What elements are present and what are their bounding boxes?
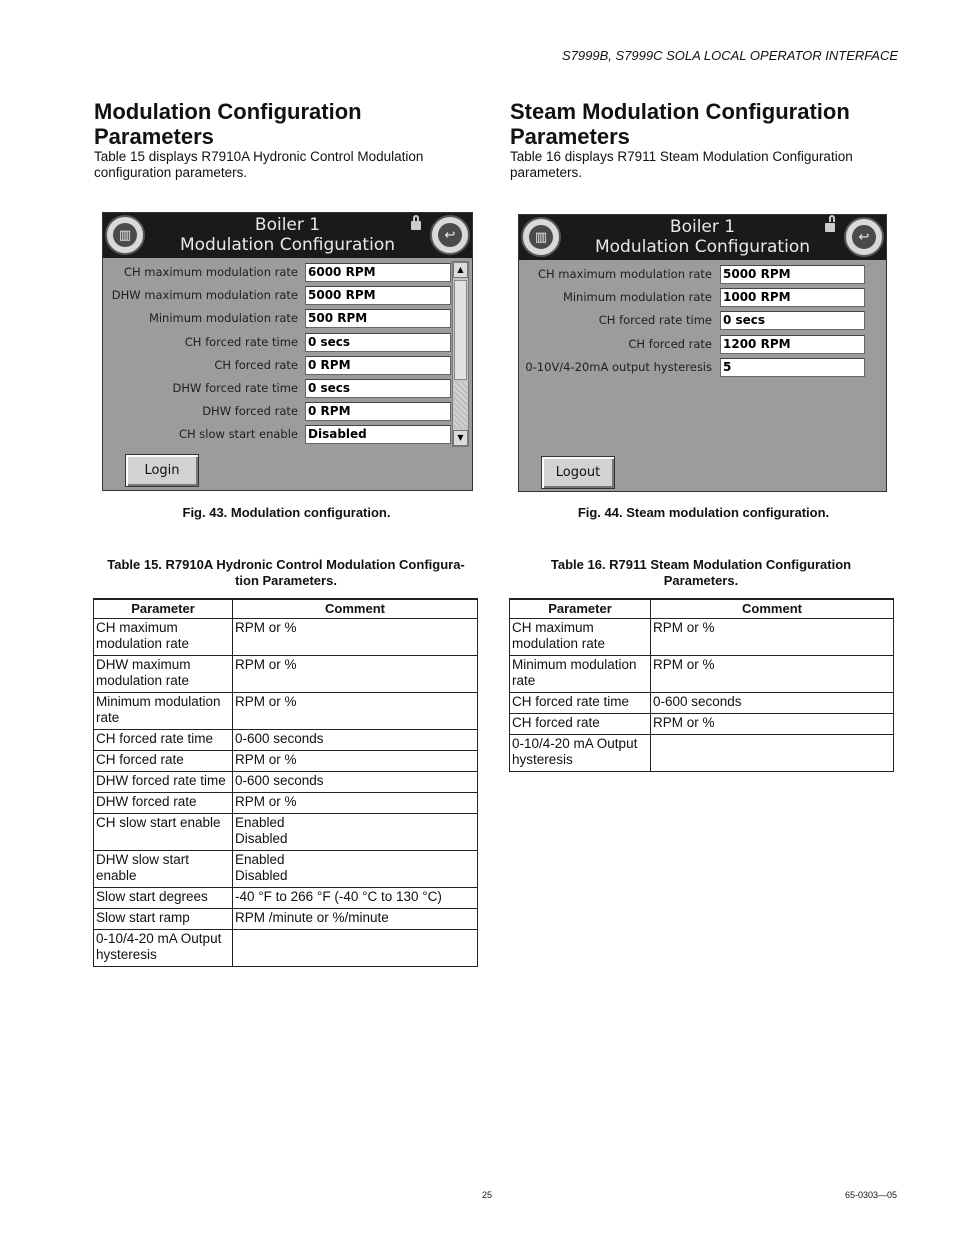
table-header-comment: Comment	[651, 599, 894, 619]
parameter-cell	[94, 909, 233, 930]
table15-title-line2: tion Parameters.	[235, 573, 337, 588]
parameter-cell	[94, 814, 233, 851]
field-label: CH slow start enable	[178, 427, 298, 442]
field-value-input[interactable]: 0 RPM	[305, 356, 451, 375]
cell-text: RPM or %	[235, 620, 297, 635]
field-value-input[interactable]: 0 secs	[720, 311, 865, 330]
cell-text: CH slow start enable	[96, 815, 221, 830]
table-row	[94, 656, 478, 693]
left-section	[94, 99, 479, 181]
cell-text: RPM or %	[235, 694, 297, 709]
table-row	[94, 851, 478, 888]
parameter-cell	[94, 930, 233, 967]
comment-cell	[233, 909, 478, 930]
right-intro-line2: parameters.	[510, 165, 583, 180]
table-row	[510, 619, 894, 656]
home-button[interactable]	[521, 217, 561, 257]
right-section	[510, 99, 895, 181]
back-button[interactable]	[430, 215, 470, 255]
left-intro-line1: Table 15 displays R7910A Hydronic Control Modulation	[94, 149, 424, 164]
comment-cell	[651, 714, 894, 735]
cell-text: 0-600 seconds	[235, 731, 324, 746]
screen-title-line1: Boiler 1	[254, 215, 321, 235]
field-value-input[interactable]: 0 RPM	[305, 402, 451, 421]
cell-text: -40 °F to 266 °F (-40 °C to 130 °C)	[235, 889, 442, 904]
home-button[interactable]	[105, 215, 145, 255]
table-row	[510, 693, 894, 714]
parameter-cell	[510, 656, 651, 693]
field-label: CH forced rate time	[598, 313, 712, 328]
cell-text: Disabled	[235, 831, 288, 846]
field-value-input[interactable]: 5000 RPM	[720, 265, 865, 284]
cell-text: Slow start degrees	[96, 889, 208, 904]
table16-title-line1: Table 16. R7911 Steam Modulation Configuration	[550, 557, 852, 572]
cell-text: 0-600 seconds	[235, 773, 324, 788]
left-intro	[94, 149, 479, 181]
comment-cell	[651, 656, 894, 693]
parameter-cell	[510, 714, 651, 735]
field-label: 0-10V/4-20mA output hysteresis	[525, 359, 712, 374]
cell-text: Minimum modulation	[96, 694, 221, 709]
cell-text: modulation rate	[96, 636, 190, 651]
parameter-cell	[510, 619, 651, 656]
cell-text: Minimum modulation	[512, 657, 637, 672]
comment-cell	[651, 735, 894, 772]
cell-text: modulation rate	[512, 636, 606, 651]
field-label: Minimum modulation rate	[148, 311, 298, 326]
cell-text: modulation rate	[96, 673, 190, 688]
table16-title	[508, 557, 894, 589]
table-row	[510, 656, 894, 693]
table-row	[94, 772, 478, 793]
scroll-up-arrow-icon[interactable]: ▲	[453, 262, 468, 278]
field-value-input[interactable]: 6000 RPM	[305, 263, 451, 282]
cell-text: Slow start ramp	[96, 910, 190, 925]
comment-cell	[233, 888, 478, 909]
table-row	[94, 730, 478, 751]
table-row	[510, 735, 894, 772]
comment-cell	[233, 619, 478, 656]
fig43-caption: Fig. 43. Modulation configuration.	[182, 505, 391, 520]
right-heading	[510, 99, 895, 149]
cell-text: DHW forced rate time	[96, 773, 226, 788]
page-number: 25	[481, 1190, 492, 1200]
cell-text: Enabled	[235, 815, 285, 830]
lock-icon[interactable]	[411, 215, 421, 231]
table15	[93, 598, 478, 967]
table16	[509, 598, 894, 772]
cell-text: CH forced rate time	[512, 694, 630, 709]
field-value-input[interactable]: Disabled	[305, 425, 451, 444]
back-arrow-icon: ↩	[852, 225, 876, 249]
cell-text: rate	[512, 673, 536, 688]
table-row	[94, 814, 478, 851]
table-row	[94, 619, 478, 656]
right-heading-line1: Steam Modulation Configuration	[510, 99, 850, 124]
cell-text: 0-10/4-20 mA Output	[96, 931, 222, 946]
cell-text: hysteresis	[512, 752, 573, 767]
right-intro	[510, 149, 895, 181]
steam-modulation-config-screen	[518, 214, 887, 492]
comment-cell	[233, 730, 478, 751]
field-value-input[interactable]: 500 RPM	[305, 309, 451, 328]
back-arrow-icon: ↩	[438, 223, 462, 247]
comment-cell	[233, 793, 478, 814]
cell-text: RPM or %	[653, 657, 715, 672]
cell-text: CH maximum	[512, 620, 594, 635]
scroll-down-arrow-icon[interactable]: ▼	[453, 430, 468, 446]
parameter-cell	[94, 656, 233, 693]
cell-text: enable	[96, 868, 137, 883]
cell-text: CH forced rate	[512, 715, 600, 730]
parameter-cell	[94, 751, 233, 772]
field-value-input[interactable]: 1000 RPM	[720, 288, 865, 307]
table-row	[94, 793, 478, 814]
table-header-parameter: Parameter	[94, 599, 233, 619]
field-label: CH forced rate time	[184, 334, 298, 349]
cell-text: 0-600 seconds	[653, 694, 742, 709]
field-label: CH forced rate	[214, 357, 298, 372]
unlock-icon[interactable]	[825, 217, 835, 233]
cell-text: rate	[96, 710, 120, 725]
field-value-input[interactable]: 0 secs	[305, 379, 451, 398]
parameter-cell	[510, 735, 651, 772]
scroll-thumb[interactable]	[454, 280, 467, 380]
comment-cell	[233, 656, 478, 693]
table-row	[94, 909, 478, 930]
left-heading	[94, 99, 479, 149]
cell-text: RPM or %	[653, 620, 715, 635]
table-row	[94, 693, 478, 730]
cell-text: CH forced rate time	[96, 731, 214, 746]
scroll-track[interactable]	[454, 382, 467, 427]
table16-title-line2: Parameters.	[663, 573, 739, 588]
logout-button[interactable]: Logout	[541, 456, 615, 489]
field-value-input[interactable]: 5000 RPM	[305, 286, 451, 305]
table15-title	[92, 557, 480, 589]
screen-title	[563, 217, 842, 257]
cell-text: RPM or %	[235, 657, 297, 672]
cell-text: CH forced rate	[96, 752, 184, 767]
table-row	[94, 888, 478, 909]
table-row	[510, 714, 894, 735]
cell-text: RPM or %	[653, 715, 715, 730]
left-heading-line1: Modulation Configuration	[94, 99, 362, 124]
comment-cell	[651, 619, 894, 656]
comment-cell	[233, 851, 478, 888]
home-icon: ▥	[529, 225, 553, 249]
field-label: DHW maximum modulation rate	[111, 288, 298, 303]
running-header: S7999B, S7999C SOLA LOCAL OPERATOR INTERFACE	[562, 48, 898, 63]
parameter-cell	[94, 888, 233, 909]
field-label: CH maximum modulation rate	[537, 267, 712, 281]
parameter-cell	[94, 693, 233, 730]
right-intro-line1: Table 16 displays R7911 Steam Modulation Configuration	[510, 149, 853, 164]
screen-title-line1: Boiler 1	[669, 217, 736, 237]
cell-text: Enabled	[235, 852, 285, 867]
field-label: CH forced rate	[628, 336, 712, 351]
table15-title-line1: Table 15. R7910A Hydronic Control Modulation Configura-	[107, 557, 465, 572]
cell-text: RPM or %	[235, 752, 297, 767]
parameter-cell	[94, 772, 233, 793]
right-heading-line2: Parameters	[510, 124, 630, 149]
field-label: CH maximum modulation rate	[123, 265, 298, 279]
field-label: DHW forced rate	[202, 404, 298, 419]
comment-cell	[233, 693, 478, 730]
table-row	[94, 930, 478, 967]
cell-text: CH maximum	[96, 620, 178, 635]
document-number: 65-0303—05	[844, 1190, 897, 1200]
cell-text: DHW slow start	[96, 852, 190, 867]
cell-text: RPM /minute or %/minute	[235, 910, 389, 925]
field-label: Minimum modulation rate	[562, 290, 712, 305]
scrollbar[interactable]	[452, 261, 469, 447]
table-header-comment: Comment	[233, 599, 478, 619]
cell-text: RPM or %	[235, 794, 297, 809]
cell-text: 0-10/4-20 mA Output	[512, 736, 638, 751]
table-header-parameter: Parameter	[510, 599, 651, 619]
comment-cell	[233, 751, 478, 772]
comment-cell	[233, 814, 478, 851]
parameter-cell	[94, 793, 233, 814]
parameter-cell	[510, 693, 651, 714]
screen-title-line2: Modulation Configuration	[179, 235, 396, 255]
parameter-cell	[94, 730, 233, 751]
field-label: DHW forced rate time	[172, 381, 298, 395]
fig44-caption: Fig. 44. Steam modulation configuration.	[577, 505, 830, 520]
field-value-input[interactable]: 0 secs	[305, 333, 451, 352]
modulation-config-screen	[102, 212, 473, 491]
field-value-input[interactable]: 5	[720, 358, 865, 377]
cell-text: DHW maximum	[96, 657, 191, 672]
parameter-cell	[94, 619, 233, 656]
back-button[interactable]	[844, 217, 884, 257]
comment-cell	[651, 693, 894, 714]
comment-cell	[233, 930, 478, 967]
comment-cell	[233, 772, 478, 793]
left-intro-line2: configuration parameters.	[94, 165, 248, 180]
cell-text: Disabled	[235, 868, 288, 883]
field-value-input[interactable]: 1200 RPM	[720, 335, 865, 354]
screen-title	[147, 215, 428, 255]
parameter-cell	[94, 851, 233, 888]
cell-text: hysteresis	[96, 947, 157, 962]
table-row	[94, 751, 478, 772]
screen-title-line2: Modulation Configuration	[594, 237, 811, 257]
left-heading-line2: Parameters	[94, 124, 214, 149]
login-button[interactable]: Login	[125, 454, 199, 487]
home-icon: ▥	[113, 223, 137, 247]
cell-text: DHW forced rate	[96, 794, 197, 809]
